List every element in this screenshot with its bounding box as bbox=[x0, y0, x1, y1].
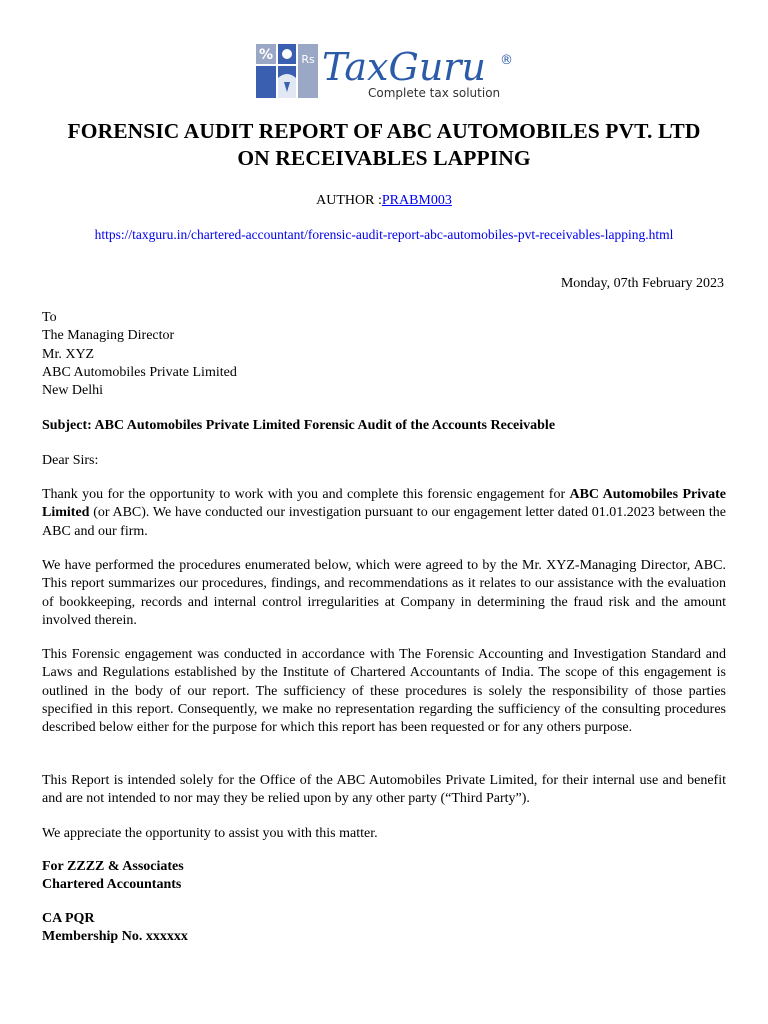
report-title bbox=[0, 118, 768, 172]
signature-firm-block bbox=[42, 858, 726, 895]
percent-glyph: % bbox=[258, 47, 274, 63]
signature-membership: Membership No. xxxxxx bbox=[42, 929, 188, 945]
taxguru-logo bbox=[256, 42, 518, 100]
address-line-2: Mr. XYZ bbox=[42, 346, 95, 362]
recipient-address bbox=[42, 309, 726, 400]
brand-wordmark: TaxGuru bbox=[322, 45, 486, 89]
author-label: AUTHOR : bbox=[316, 193, 382, 208]
subject-line: Subject: ABC Automobiles Private Limited Forensic Audit of the Accounts Receivable bbox=[42, 418, 556, 433]
address-line-4: New Delhi bbox=[42, 383, 104, 399]
author-link[interactable]: PRABM003 bbox=[381, 193, 452, 208]
address-to: To bbox=[42, 310, 57, 325]
source-url bbox=[0, 226, 768, 244]
client-name: ABC Automobiles Private Limited bbox=[42, 487, 726, 521]
address-line-3: ABC Automobiles Private Limited bbox=[42, 364, 237, 380]
signature-name: CA PQR bbox=[42, 911, 95, 926]
salutation: Dear Sirs: bbox=[42, 453, 99, 468]
logo-tagline: Complete tax solution bbox=[368, 86, 501, 100]
paragraph-1-intro: Thank you for the opportunity to work with you and complete this forensic engagement for bbox=[42, 487, 570, 502]
registered-mark: ® bbox=[500, 53, 513, 68]
address-line-1: The Managing Director bbox=[42, 328, 175, 344]
source-url-link[interactable]: https://taxguru.in/chartered-accountant/forensic-audit-report-abc-automobiles-pvt-receivables-lapping.html bbox=[94, 227, 674, 242]
signature-person-block bbox=[42, 910, 726, 947]
paragraph-4: This Report is intended solely for the Office of the ABC Automobiles Private Limited, for their internal use and benefit and are not intended to nor may they be relied upon by any other party (“Third Party”). bbox=[42, 773, 726, 807]
rupee-glyph: Rs bbox=[301, 53, 315, 66]
paragraph-5: We appreciate the opportunity to assist you with this matter. bbox=[42, 826, 378, 841]
signature-firm: For ZZZZ & Associates bbox=[42, 859, 184, 874]
title-line-1: FORENSIC AUDIT REPORT OF ABC AUTOMOBILES PVT. LTD bbox=[67, 119, 701, 143]
title-line-2: ON RECEIVABLES LAPPING bbox=[237, 146, 531, 170]
author-line bbox=[0, 192, 768, 210]
paragraph-3: This Forensic engagement was conducted in accordance with The Forensic Accounting and Investigation Standard and Laws and Regulations established by the Institute of Chartered Accountants of India. The scope of this engagement is outlined in the body of our report. The sufficiency of these procedures is solely the responsibility of those parties specified in this report. Consequently, we make no representation regarding the sufficiency of the consulting procedures described below either for the purpose for which this report has been requested or for any others purpose. bbox=[42, 647, 726, 736]
paragraph-2: We have performed the procedures enumerated below, which were agreed to by the Mr. XYZ-Managing Director, ABC. This report summarizes our procedures, findings, and recommendations as it relates to our assistance with the evaluation of bookkeeping, records and internal control irregularities at Company in determining the fraud risk and the amount involved therein. bbox=[42, 558, 726, 628]
letter-date: Monday, 07th February 2023 bbox=[560, 276, 724, 291]
paragraph-1 bbox=[42, 486, 726, 541]
signature-firm-type: Chartered Accountants bbox=[42, 877, 182, 893]
paragraph-1-rest: (or ABC). We have conducted our investigation pursuant to our engagement letter dated 01.01.2023 between the ABC and our firm. bbox=[42, 505, 726, 539]
